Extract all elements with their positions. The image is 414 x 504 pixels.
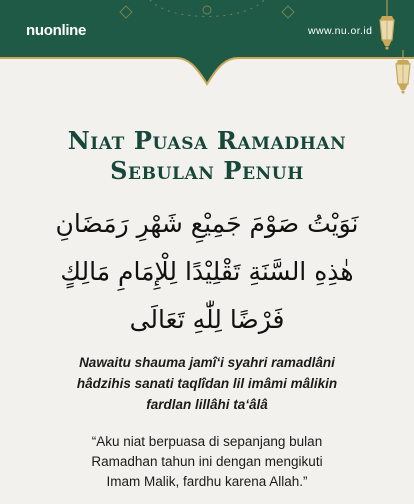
transliteration-line: Nawaitu shauma jamî‘i syahri ramadlâni xyxy=(79,355,335,370)
page-title xyxy=(0,126,414,186)
arabic-line: فَرْضًا لِلّٰهِ تَعَالَى xyxy=(129,305,285,334)
lantern-icon xyxy=(392,50,414,102)
arabic-line: نَوَيْتُ صَوْمَ جَمِيْعِ شَهْرِ رَمَضَانِ xyxy=(55,209,359,238)
transliteration-line: fardlan lillâhi ta‘âlâ xyxy=(146,397,268,412)
translation-line: Ramadhan tahun ini dengan mengikuti xyxy=(91,454,323,469)
arabic-niat-text xyxy=(20,200,394,344)
transliteration-line: hâdzihis sanati taqlîdan lil imâmi mâlikin xyxy=(76,376,338,391)
arabic-line: هٰذِهِ السَّنَةِ تَقْلِيْدًا لِلْإِمَامِ مَالِكٍ xyxy=(60,257,354,286)
translation-line: Imam Malik, fardhu karena Allah.” xyxy=(106,474,308,489)
title-line: Sebulan Penuh xyxy=(110,156,304,185)
translation-text xyxy=(20,432,394,492)
title-line: Niat Puasa Ramadhan xyxy=(67,126,347,155)
lantern-icon xyxy=(376,0,398,52)
header-banner xyxy=(0,0,414,92)
transliteration-text xyxy=(20,352,394,415)
header-background xyxy=(0,0,414,92)
translation-line: “Aku niat berpuasa di sepanjang bulan xyxy=(91,434,323,449)
nuonline-logo: nuonline xyxy=(26,22,87,39)
site-url: www.nu.or.id xyxy=(308,25,373,37)
